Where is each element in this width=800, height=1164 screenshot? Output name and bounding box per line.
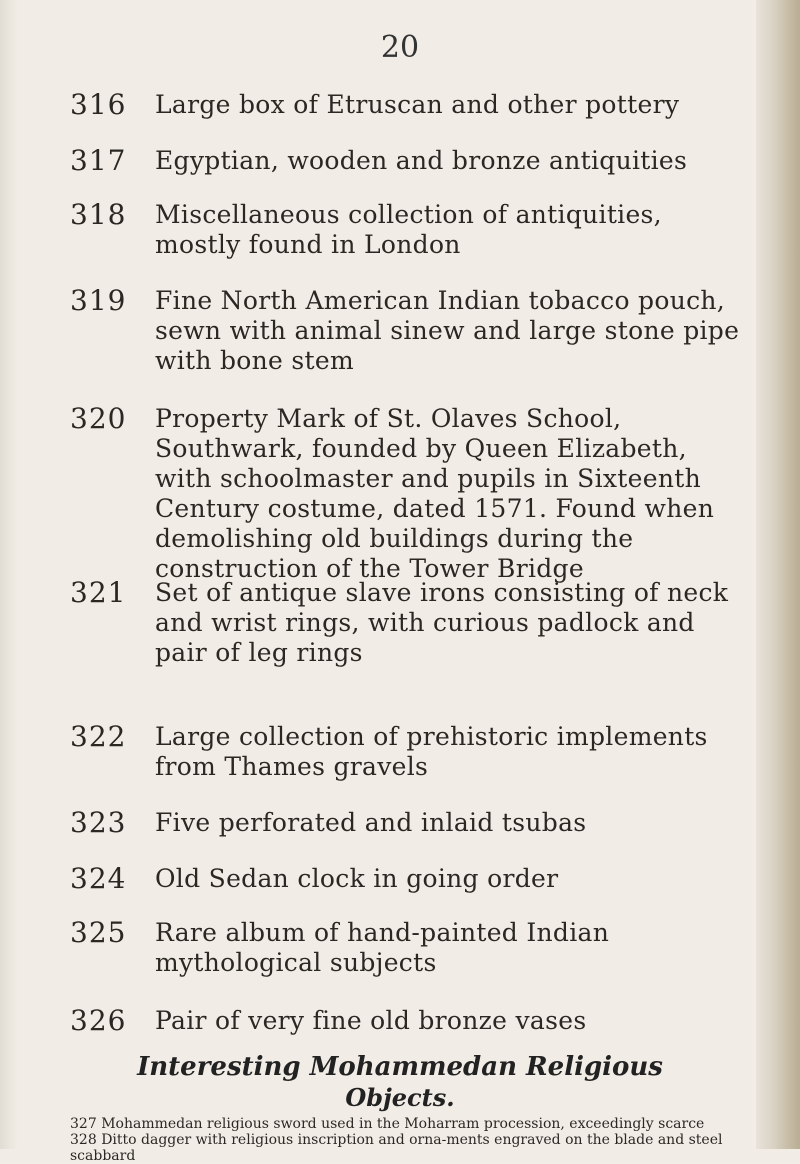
lot-description: Old Sedan clock in going order — [155, 864, 559, 893]
page-shadow-left — [0, 0, 18, 1149]
lot-number: 328 — [70, 1132, 97, 1148]
lot-description: Large collection of prehistoric implements from Thames gravels — [155, 722, 708, 781]
lot-description: Miscellaneous collection of antiquities, mostly found in London — [155, 200, 662, 259]
lot-description: Fine North American Indian tobacco pouch, sewn with animal sinew and large stone pipe with bone stem — [155, 286, 740, 375]
lot-description: Ditto dagger with religious inscription and orna-ments engraved on the blade and steel scabbard — [70, 1132, 723, 1164]
lot-number: 321 — [70, 576, 127, 609]
lot-number: 320 — [70, 402, 127, 435]
lot-number: 316 — [70, 88, 127, 121]
page-edge-right — [756, 0, 800, 1149]
lot-description: Property Mark of St. Olaves School, Southwark, founded by Queen Elizabeth, with schoolmaster and pupils in Sixteenth Century costume, dated 1571. Found when demolishing old buildings during the construction of the Tower Bridge — [155, 404, 715, 583]
lot-description: Rare album of hand-painted Indian mythological subjects — [155, 918, 610, 977]
lot-327 — [70, 1116, 750, 1132]
section-continuation — [0, 1050, 800, 1164]
lot-description: Set of antique slave irons consisting of neck and wrist rings, with curious padlock and pair of leg rings — [155, 578, 729, 667]
lot-number: 324 — [70, 862, 127, 895]
lot-description: Large box of Etruscan and other pottery — [155, 90, 680, 119]
lot-description: Pair of very fine old bronze vases — [155, 1006, 587, 1035]
lot-number: 322 — [70, 720, 127, 753]
lot-description: Mohammedan religious sword used in the Moharram procession, exceedingly scarce — [101, 1116, 705, 1132]
page-number: 20 — [380, 30, 420, 65]
lot-number: 326 — [70, 1004, 127, 1037]
lot-number: 318 — [70, 198, 127, 231]
lot-number: 325 — [70, 916, 127, 949]
lot-number: 327 — [70, 1116, 97, 1132]
lots-327-330 — [70, 1116, 750, 1164]
lot-description: Egyptian, wooden and bronze antiquities — [155, 146, 688, 175]
section-heading-line1: Interesting Mohammedan Religious — [137, 1052, 663, 1082]
section-heading-line2: Objects. — [345, 1083, 455, 1112]
lot-description: Five perforated and inlaid tsubas — [155, 808, 587, 837]
lot-328 — [70, 1132, 750, 1164]
lot-number: 317 — [70, 144, 127, 177]
lot-number: 323 — [70, 806, 127, 839]
lot-number: 319 — [70, 284, 127, 317]
